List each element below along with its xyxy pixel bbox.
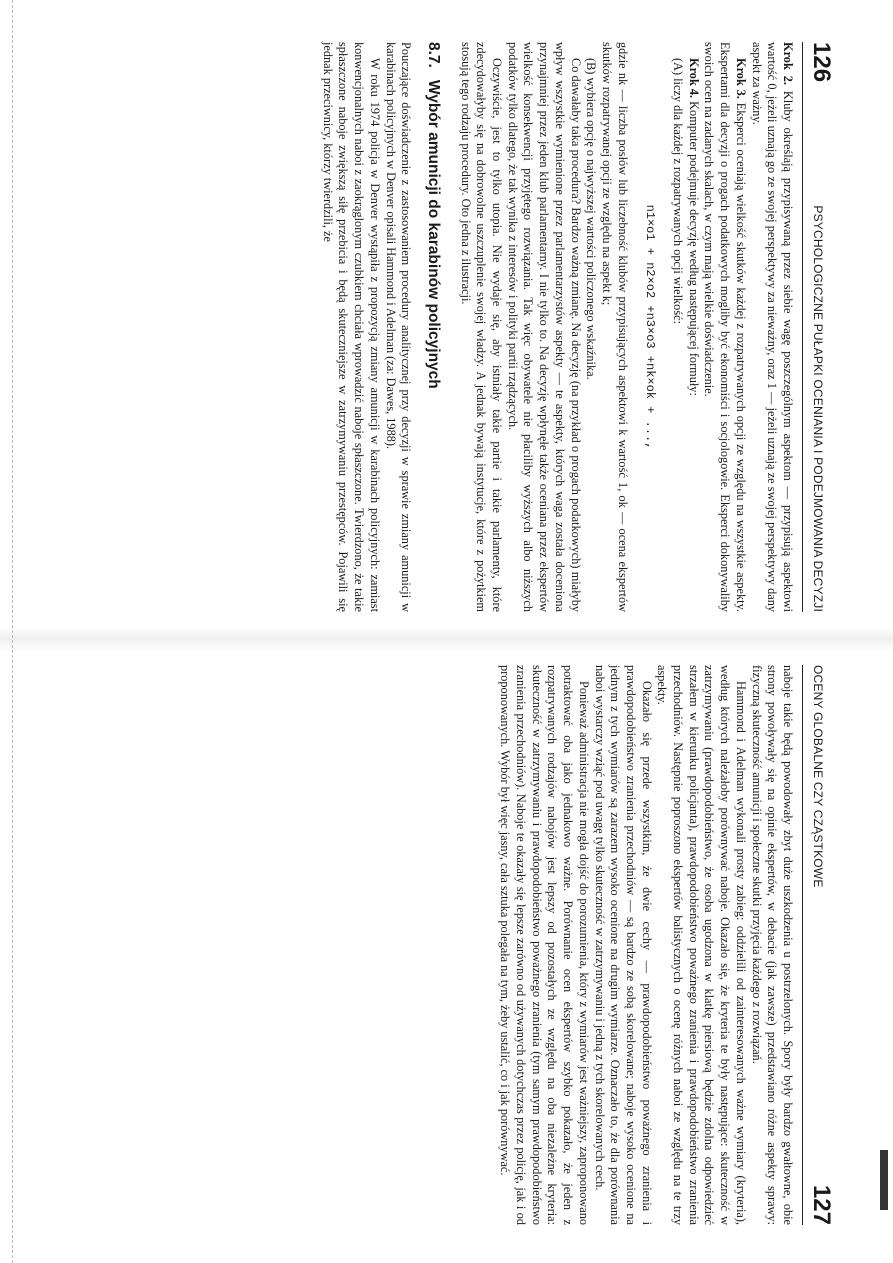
page-number-right: 127 bbox=[808, 1184, 835, 1225]
paragraph: gdzie nk — liczba posłów lub liczebność klubów przypisujących aspektowi k wartość 1, ok — ocena ekspertów skutków rozpatrywanej opcji ze względu na aspekt k; bbox=[599, 42, 630, 612]
formula: n1×o1 + n2×o2 +n3×o3 +nk×ok + ..., bbox=[643, 204, 658, 450]
paragraph: Hammond i Adelman wykonali prosty zabieg: oddzielili od zainteresowanych ważne wymiary (kryteria), według których należałoby porównywać naboje. Okazało się, że kryteria te były następujące: skuteczność w zatrzymywaniu (prawdopodobieństwo, że osoba ugodzona w klatkę piersiową będzie zdolna odpowiedzieć strzałem w kierunku policjanta), prawdopodobieństwo poważnego zranienia i prawdopodobieństwo zranienia przechodniów. Następnie poproszono ekspertów balistycznych o ocenę różnych naboi ze względu na te trzy aspekty. bbox=[655, 665, 748, 1225]
book-gutter bbox=[0, 628, 893, 652]
paragraph: Krok 3. Eksperci oceniają wielkość skutków każdej z rozpatrywanych opcji ze względu na wszystkie aspekty. Ekspertami dla decyzji o progach podatkowych mogliby być ekonomiści i socjologowie. Eksperci dokonywaliby swoich ocen na zadanych skalach, w czym mają wielkie doświadczenie. bbox=[702, 42, 748, 612]
paragraph: Co dawałaby taka procedura? Bardzo ważną zmianę. Na decyzję (na przykład o progach podatkowych) miałyby wpływ wszystkie wymienione przez parlamentarzystów aspekty — te aspekty, których waga została doceniona przynajmniej przez jeden klub parlamentarny. I nie tylko to. Na decyzję wpłynęłe także oceniana przez ekspertów wielkość konsekwencji przyjętego rozwiązania. Tak więc obywatele nie płaciliby wyższych albo niższych podatków tylko dlatego, że tak wynika z interesów i polityki partii rządzących. bbox=[505, 42, 583, 612]
section-heading bbox=[425, 42, 441, 612]
right-page bbox=[31, 665, 835, 1225]
section-title: Wybór amunicji do karabinów policyjnych bbox=[424, 79, 442, 389]
paragraph: naboje takie będą powodowały zbyt duże uszkodzenia u postrzelonych. Spory były bardzo gwałtowne, obie strony powoływały się na opinie ekspertów, w debacie (jak zawsze) przedstawiano różne aspekty sprawy: fizyczną skuteczność amunicji i społeczne skutki przyjęcia każdego z rozwiązań. bbox=[749, 665, 795, 1225]
paragraph: Okazało się przede wszystkim, że dwie cechy — prawdopodobieństwo poważnego zranienia i prawdopodobieństwo zranienia przechodniów — są bardzo ze sobą skorelowane; naboje wysoko ocenione na jednym z tych wymiarów są zarazem wysoko ocenione na drugim wymiarze. Oznaczało to, że dla porównania naboi wystarczy wziąć pod uwagę tylko skuteczność w zatrzymywaniu i jedną z tych skorelowanych cech. bbox=[592, 665, 654, 1225]
step-label: Krok 3. bbox=[733, 58, 748, 99]
paragraph: W roku 1974 policja w Denver wystąpiła z propozycją zmiany amunicji w karabinach policyjnych: zamiast konwencjonalnych naboi z zaokrąglonym czubkiem chciała wprowadzić naboje spłaszczone. Twierdzono, że takie spłaszczone naboje zwiększą siłę przebicia i będą skuteczniejsze w zatrzymywaniu przestępców. Pojawili się jednak przeciwnicy, którzy twierdzili, że bbox=[320, 42, 382, 612]
paragraph: Oczywiście, jest to tylko utopia. Nie wydaje się, aby istniały takie partie i takie parlamenty, które zdecydowałyby się na dobrowolne uszczuplenie swojej władzy. A jednak bywają instytucje, które z pożytkiem stosują tego rodzaju procedury. Oto jedna z ilustracji. bbox=[458, 42, 505, 612]
running-head-right bbox=[802, 665, 835, 1225]
left-page bbox=[31, 42, 835, 613]
paragraph: Krok 2. Kluby określają przypisywaną przez siebie wagę poszczególnym aspektom — przypisują aspektowi wartość 0, jeżeli uznają go ze swojej perspektywy za nieważny, oraz 1 — jeżeli uznają ze swojej perspektywy dany aspekt za ważny. bbox=[749, 42, 795, 613]
running-head-title-right: OCENY GLOBALNE CZY CZĄSTKOWE bbox=[811, 665, 825, 888]
left-page-body bbox=[319, 42, 795, 612]
step-label: Krok 2. bbox=[781, 42, 795, 85]
step-label: Krok 4. bbox=[686, 58, 701, 99]
scan-artifact bbox=[880, 1150, 888, 1210]
page-number-left: 126 bbox=[808, 42, 835, 83]
paragraph: Krok 4. Komputer podejmuje decyzję według następującej formuły: bbox=[686, 58, 701, 396]
paragraph: Ponieważ administracja nie mogła dojść do porozumienia, który z wymiarów jest ważniejszy, zaproponowano potraktować oba jako jednakowo ważne. Porównanie ocen ekspertów szybko pokazało, że jeden z rozpatrywanych rodzajów nabojów jest lepszy od pozostałych ze względu na oba niezależne kryteria: skuteczność w zatrzymywaniu i prawdopodobieństwo poważnego zranienia (tym samym prawdopodobieństwo zranienia przechodniów). Naboje te okazały się lepsze zarówno od używanych dotychczas przez policję, jak i od proponowanych. Wybór był więc jasny, cała sztuka polegała na tym, żeby ustalić, co i jak porównywać. bbox=[498, 665, 591, 1225]
scan-edge-line bbox=[12, 0, 13, 1263]
running-head-title-left: PSYCHOLOGICZNE PUŁAPKI OCENIANIA I PODEJMOWANIA DECYZJI bbox=[811, 205, 825, 612]
paragraph: (A) liczy dla każdej z rozpatrywanych opcji wielkość: bbox=[671, 58, 686, 324]
right-page-body bbox=[497, 665, 795, 1225]
section-number: 8.7. bbox=[424, 42, 442, 68]
running-head-left bbox=[802, 42, 835, 612]
paragraph: Pouczające doświadczenie z zastosowaniem procedury analitycznej przy decyzji w sprawie zmiany amunicji w karabinach policyjnych w Denver opisali Hammond i Adelman (za: Dawes, 1988). bbox=[383, 42, 414, 612]
paragraph: (B) wybiera opcję o najwyższej wartości policzonego wskaźnika. bbox=[584, 58, 599, 380]
